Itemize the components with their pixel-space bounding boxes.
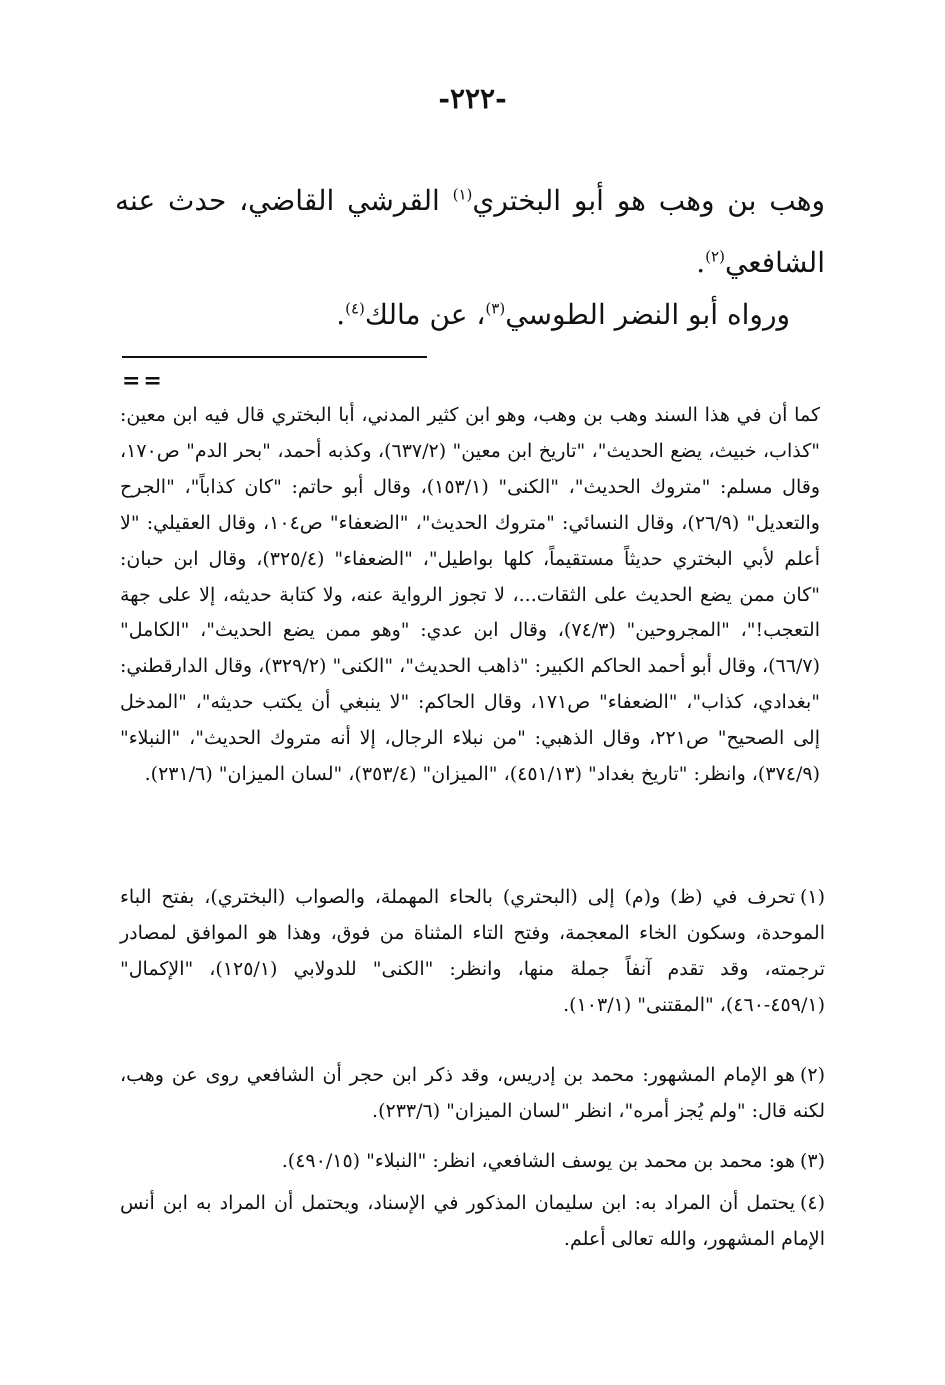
- footnote-1: [120, 880, 825, 1024]
- footnote-ref-2[interactable]: (٢): [705, 247, 725, 266]
- footnote-text: تحرف في (ظ) و(م) إلى (البحتري) بالحاء المهملة، والصواب (البختري)، بفتح الباء الموحدة، وسكون الخاء المعجمة، وفتح التاء المثناة من فوق، وهذا هو الموافق لمصادر ترجمته، وقد تقدم آنفاً جملة منها، وانظر: "الكنى" للدولابي (١٢٥/١)، "الإكمال" (٤٥٩/١-٤٦٠)، "المقتنى" (١٠٣/١).: [120, 886, 825, 1016]
- main-text-segment: ورواه أبو النضر الطوسي: [505, 298, 790, 331]
- main-paragraph-2: [80, 290, 825, 340]
- main-text-segment: ، عن مالك: [364, 298, 486, 331]
- footnote-number: (٣): [799, 1150, 825, 1172]
- continuation-mark: ==: [122, 368, 165, 394]
- footnote-text: يحتمل أن المراد به: ابن سليمان المذكور في الإسناد، ويحتمل أن المراد به ابن أنس الإمام المشهور، والله تعالى أعلم.: [120, 1192, 825, 1250]
- footnote-number: (١): [799, 886, 825, 908]
- footnote-text: هو الإمام المشهور: محمد بن إدريس، وقد ذكر ابن حجر أن الشافعي روى عن وهب، لكنه قال: "ولم يُجز أمره"، انظر "لسان الميزان" (٢٣٣/٦).: [120, 1064, 825, 1122]
- main-text-segment: .: [696, 246, 706, 279]
- main-text-segment: .: [336, 298, 346, 331]
- footnote-number: (٢): [799, 1064, 825, 1086]
- footnote-4: [120, 1186, 825, 1258]
- main-paragraph-1: [115, 170, 825, 294]
- footnote-3: [120, 1144, 825, 1180]
- main-text-segment: وهب بن وهب هو أبو البختري: [472, 184, 825, 217]
- footnote-ref-1[interactable]: (١): [452, 185, 473, 204]
- footnote-ref-4[interactable]: (٤): [345, 299, 365, 318]
- footnote-number: (٤): [799, 1192, 825, 1214]
- footnote-ref-3[interactable]: (٣): [485, 299, 506, 318]
- page-number: -٢٢٢-: [438, 82, 507, 115]
- footnote-separator-line: [122, 356, 427, 358]
- footnote-continued: كما أن في هذا السند وهب بن وهب، وهو ابن كثير المدني، أبا البختري قال فيه ابن معين: "كذاب، خبيث، يضع الحديث"، "تاريخ ابن معين" (٦٣٧/٢)، وكذبه أحمد، "بحر الدم" ص١٧٠، وقال مسلم: "متروك الحديث"، "الكنى" (١٥٣/١)، وقال أبو حاتم: "كان كذاباً"، "الجرح والتعديل" (٢٦/٩)، وقال النسائي: "متروك الحديث"، "الضعفاء" ص١٠٤، وقال العقيلي: "لا أعلم لأبي البختري حديثاً مستقيماً، كلها بواطيل"، "الضعفاء" (٣٢٥/٤)، وقال ابن حبان: "كان ممن يضع الحديث على الثقات...، لا تجوز الرواية عنه، ولا كتابة حديثه، إلا على جهة التعجب!"، "المجروحين" (٧٤/٣)، وقال ابن عدي: "وهو ممن يضع الحديث"، "الكامل" (٦٦/٧)، وقال أبو أحمد الحاكم الكبير: "ذاهب الحديث"، "الكنى" (٣٢٩/٢)، وقال الدارقطني: "بغدادي، كذاب"، "الضعفاء" ص١٧١، وقال الحاكم: "لا ينبغي أن يكتب حديثه"، "المدخل إلى الصحيح" ص٢٢١، وقال الذهبي: "من نبلاء الرجال، إلا أنه متروك الحديث"، "النبلاء" (٣٧٤/٩)، وانظر: "تاريخ بغداد" (٤٥١/١٣)، "الميزان" (٣٥٣/٤)، "لسان الميزان" (٢٣١/٦).: [120, 404, 820, 786]
- footnote-text: هو: محمد بن محمد بن يوسف الشافعي، انظر: "النبلاء" (٤٩٠/١٥).: [281, 1150, 795, 1172]
- main-text-segment: القرشي القاضي، حدث عنه الشافعي: [115, 184, 825, 279]
- footnote-2: [120, 1058, 825, 1130]
